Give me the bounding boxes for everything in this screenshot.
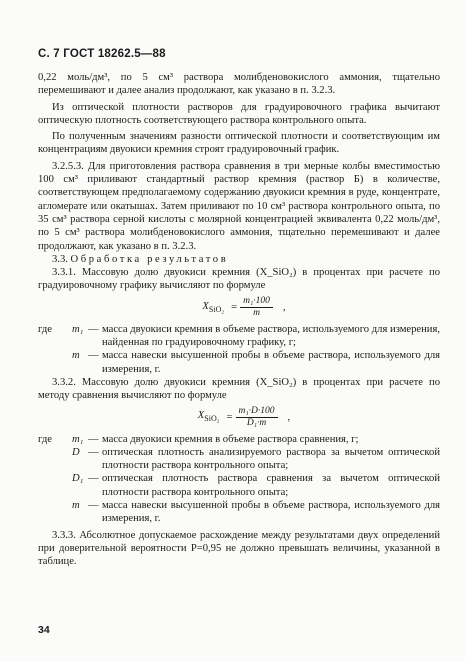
definitions-1	[38, 323, 440, 376]
paragraph: 3.3.3. Абсолютное допускаемое расхождение между результатами двух определений при доверительной вероятности P=0,95 не должно превышать величины, указанной в таблице.	[38, 529, 440, 568]
definition-row: D — оптическая плотность анализируемого раствора за вычетом оптической плотности раствора контрольного опыта;	[72, 446, 440, 472]
section-number: 3.3.	[52, 253, 68, 265]
formula-lhs: $X_{SiO_2}$	[197, 410, 220, 424]
section-heading	[38, 253, 440, 266]
paragraph: Из оптической плотности растворов для градуировочного графика вычитают оптическую плотность соответствующего раствора контрольного опыта.	[38, 101, 440, 126]
page-number: 34	[38, 624, 50, 636]
page-header: С. 7 ГОСТ 18262.5—88	[38, 48, 166, 60]
definitions-2	[38, 433, 440, 526]
paragraph: 0,22 моль/дм³, по 5 см³ раствора молибденовокислого аммония, тщательно перемешивают и далее анализ продолжают, как указано в п. 3.2.3.	[38, 72, 440, 97]
formula-denominator: m	[253, 308, 260, 319]
formula-fraction	[236, 406, 278, 429]
formula-fraction	[240, 296, 273, 319]
definition-row: D₁ — оптическая плотность раствора сравнения за вычетом оптической плотности раствора контрольного опыта;	[72, 473, 440, 498]
definition-row: m — масса навески высушенной пробы в объеме раствора, используемого для измерения, г.	[72, 350, 440, 375]
document-body	[38, 71, 440, 569]
formula-lhs: $X_{SiO_2}$	[202, 300, 225, 314]
definition-row: где m₁ — масса двуокиси кремния в объеме раствора, используемого для измерения, найденная по градуировочному графику, г;	[38, 323, 440, 349]
paragraph: 3.3.1. Массовую долю двуокиси кремния (X_SiO₂) в процентах при расчете по градуировочному графику вычисляют по формуле	[38, 267, 440, 292]
section-title: Обработка результатов	[70, 253, 229, 265]
formula-numerator: m₁·100	[240, 296, 273, 308]
formula-numerator: m₁·D·100	[236, 406, 278, 418]
paragraph: 3.2.5.3. Для приготовления раствора сравнения в три мерные колбы вместимостью 100 см³ приливают стандартный раствор кремния (раствор Б) в количестве, соответствующем предполагаемому содержанию двуокиси кремния в руде, концентрате, агломерате или окатышах. Затем приливают по 10 см³ раствора контрольного опыта, по 35 см³ раствора серной кислоты с молярной концентрацией эквивалента 0,22 моль/дм³, по 5 см³ раствора молибденовокислого аммония, тщательно перемешивают и далее продолжают, как указано в п. 3.2.3.	[38, 160, 440, 252]
formula-2: $X_{SiO_2}$ = $\frac{\text{m₁·D·100}}{\text{D₁·m}}$ ,	[197, 406, 291, 429]
definition-row: m — масса навески высушенной пробы в объеме раствора, используемого для измерения, г.	[72, 500, 440, 525]
paragraph: По полученным значениям разности оптической плотности и соответствующим им концентрациям двуокиси кремния строят градуировочный график.	[38, 131, 440, 156]
formula-1: $X_{SiO_2}$ = $\frac{\text{m₁·100}}{m}$ ,	[202, 296, 286, 319]
formula-denominator: D₁·m	[246, 418, 267, 429]
paragraph: 3.3.2. Массовую долю двуокиси кремния (X_SiO₂) в процентах при расчете по методу сравнения вычисляют по формуле	[38, 376, 440, 402]
definition-row: где m₁ — масса двуокиси кремния в объеме раствора сравнения, г;	[38, 433, 359, 445]
